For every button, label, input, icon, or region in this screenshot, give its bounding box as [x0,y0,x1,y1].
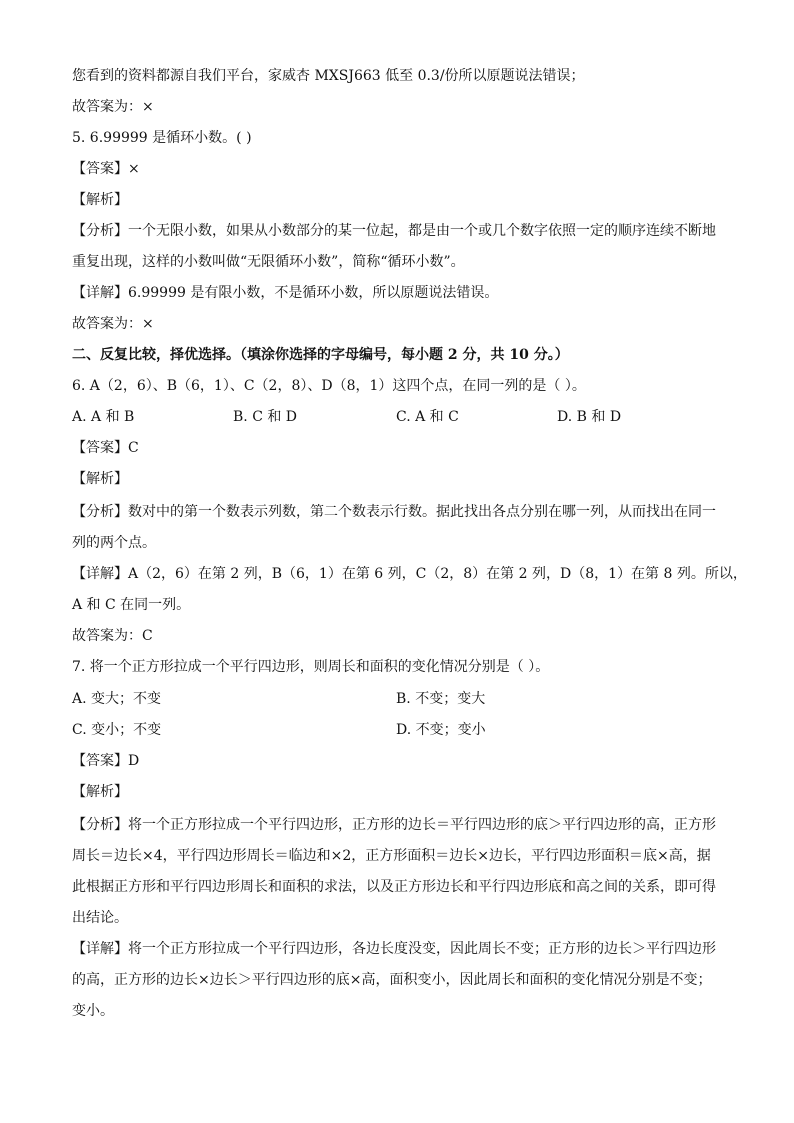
detail-7-line-1: 【详解】将一个正方形拉成一个平行四边形，各边长度没变，因此周长不变；正方形的边长＞平行四边形 [72,941,716,957]
detail-7-line-3: 变小。 [72,1003,114,1019]
analysis-6-line-2: 列的两个点。 [72,535,156,551]
conclusion-5: 故答案为：× [72,316,154,332]
analysis-header-6: 【解析】 [72,471,128,487]
answer-7: 【答案】D [72,753,140,769]
answer-6: 【答案】C [72,440,139,456]
q7-option-b: B. 不变；变大 [396,691,486,707]
detail-6-line-2: A 和 C 在同一列。 [72,597,191,613]
analysis-7-line-4: 出结论。 [72,910,128,926]
q6-option-b: B. C 和 D [233,409,298,425]
q6-option-d: D. B 和 D [557,409,622,425]
question-7: 7. 将一个正方形拉成一个平行四边形，则周长和面积的变化情况分别是（ ）。 [72,659,550,675]
detail-7-line-2: 的高，正方形的边长×边长＞平行四边形的底×高，面积变小，因此周长和面积的变化情况分别是不变； [72,972,712,988]
analysis-5-line-1: 【分析】一个无限小数，如果从小数部分的某一位起，都是由一个或几个数字依照一定的顺序连续不断地 [72,223,716,239]
question-5: 5. 6.99999 是循环小数。( ) [72,130,252,146]
detail-5: 【详解】6.99999 是有限小数，不是循环小数，所以原题说法错误。 [72,285,499,301]
answer-5: 【答案】× [72,161,140,177]
question-6: 6. A（2，6）、B（6，1）、C（2，8）、D（8，1）这四个点，在同一列的是（ ）。 [72,378,586,394]
line-01: 您看到的资料都源自我们平台，家威杏 MXSJ663 低至 0.3/份所以原题说法错误； [72,68,585,84]
q7-option-c: C. 变小；不变 [72,722,162,738]
analysis-5-line-2: 重复出现，这样的小数叫做“无限循环小数”，简称“循环小数”。 [72,254,465,270]
detail-6-line-1: 【详解】A（2，6）在第 2 列，B（6，1）在第 6 列，C（2，8）在第 2 列，D（8，1）在第 8 列。所以， [72,566,747,582]
conclusion-6: 故答案为：C [72,628,153,644]
analysis-7-line-1: 【分析】将一个正方形拉成一个平行四边形，正方形的边长＝平行四边形的底＞平行四边形的高，正方形 [72,817,716,833]
q7-option-a: A. 变大；不变 [72,691,162,707]
analysis-6-line-1: 【分析】数对中的第一个数表示列数，第二个数表示行数。据此找出各点分别在哪一列，从而找出在同一 [72,504,716,520]
analysis-7-line-3: 此根据正方形和平行四边形周长和面积的求法，以及正方形边长和平行四边形底和高之间的关系，即可得 [72,879,716,895]
analysis-header-7: 【解析】 [72,784,128,800]
section-2-heading: 二、反复比较，择优选择。（填涂你选择的字母编号，每小题 2 分，共 10 分。） [72,347,569,363]
q7-option-d: D. 不变；变小 [396,722,486,738]
q6-option-a: A. A 和 B [72,409,135,425]
analysis-header-5: 【解析】 [72,192,128,208]
analysis-7-line-2: 周长＝边长×4，平行四边形周长＝临边和×2，正方形面积＝边长×边长，平行四边形面积＝底×高，据 [72,848,711,864]
q6-option-c: C. A 和 C [396,409,459,425]
line-02: 故答案为：× [72,99,154,115]
